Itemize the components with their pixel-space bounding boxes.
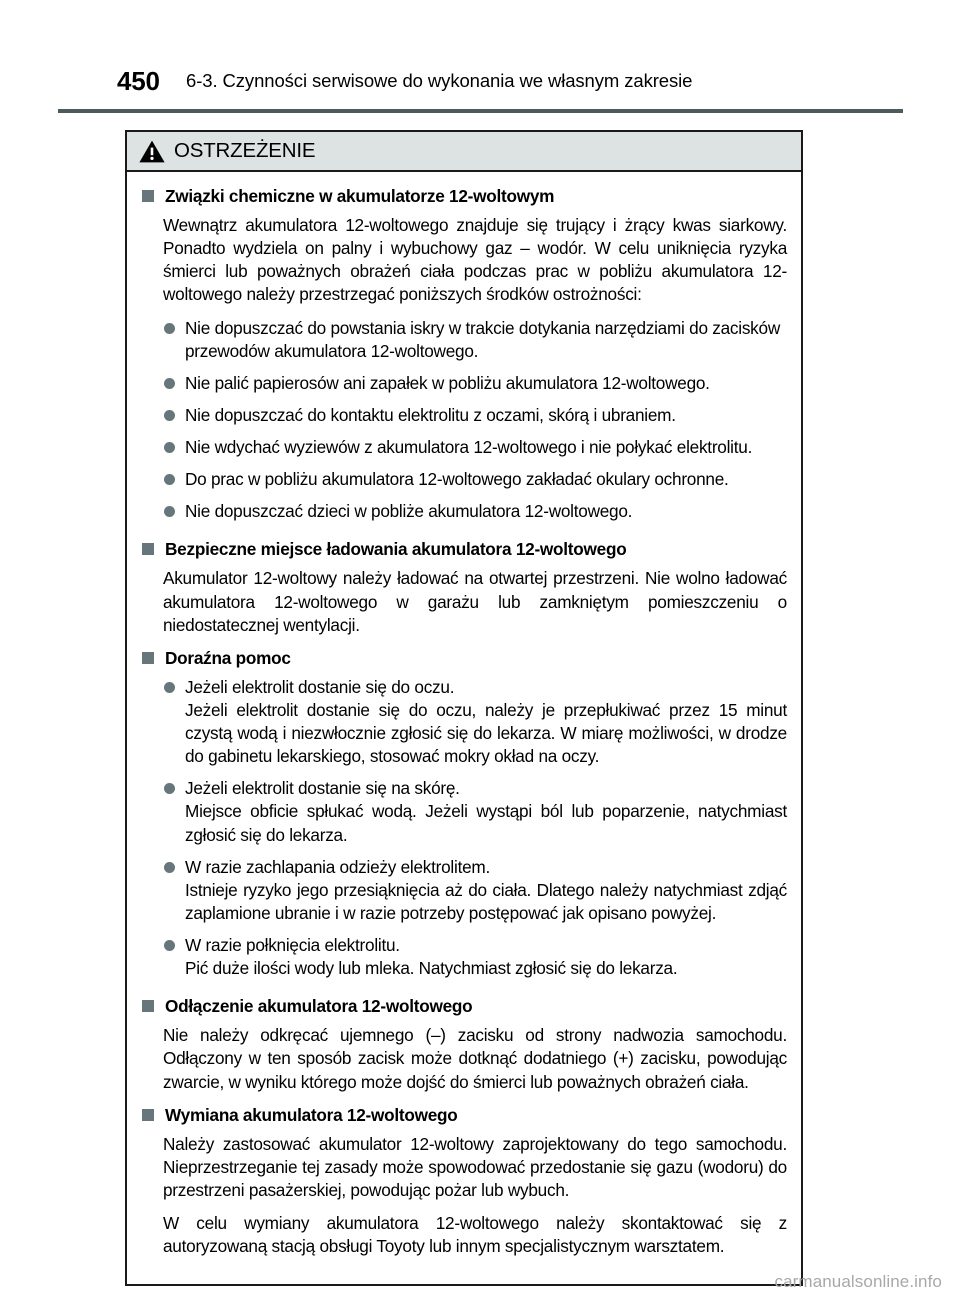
bullet-list xyxy=(141,317,787,524)
warning-header xyxy=(127,132,801,172)
round-bullet-icon xyxy=(164,323,175,334)
round-bullet-icon xyxy=(164,862,175,873)
list-item-line: Jeżeli elektrolit dostanie się do oczu, należy je przepłukiwać przez 15 minut czystą wodą i niezwłocznie zgłosić się do lekarza. W miarę możliwości, w drodze do gabinetu lekarskiego, stosować mokry okład na oczy. xyxy=(185,699,787,767)
warning-body xyxy=(127,172,801,1284)
paragraph: W celu wymiany akumulatora 12-woltowego należy skontaktować się z autoryzowaną stacją obsługi Toyoty lub innym specjalistycznym warsztatem. xyxy=(163,1213,787,1257)
page-header xyxy=(0,66,960,106)
list-item-line: Nie dopuszczać do powstania iskry w trakcie dotykania narzędziami do zacisków przewodów akumulatora 12-woltowego. xyxy=(185,317,781,361)
section-heading xyxy=(141,1104,787,1126)
list-item xyxy=(163,676,787,769)
round-bullet-icon xyxy=(164,378,175,389)
page-number: 450 xyxy=(117,66,160,96)
list-item-line: Nie dopuszczać do kontaktu elektrolitu z oczami, skórą i ubraniem. xyxy=(185,404,676,425)
round-bullet-icon xyxy=(164,783,175,794)
warning-box xyxy=(125,130,803,1286)
list-item-line: Nie wdychać wyziewów z akumulatora 12-woltowego i nie połykać elektrolitu. xyxy=(185,437,753,458)
watermark: carmanualsonline.info xyxy=(774,1272,942,1291)
section-heading-label: Doraźna pomoc xyxy=(165,647,291,668)
list-item xyxy=(163,317,787,363)
list-item-line: Jeżeli elektrolit dostanie się do oczu. xyxy=(185,676,455,697)
section-heading xyxy=(141,995,787,1017)
square-bullet-icon xyxy=(142,543,154,555)
bullet-list xyxy=(141,676,787,981)
section-heading-label: Bezpieczne miejsce ładowania akumulatora 12-woltowego xyxy=(165,539,627,560)
list-item-line: Nie dopuszczać dzieci w pobliże akumulatora 12-woltowego. xyxy=(185,501,633,522)
list-item-line: Do prac w pobliżu akumulatora 12-woltowego zakładać okulary ochronne. xyxy=(185,469,729,490)
list-item-line: W razie połknięcia elektrolitu. xyxy=(185,935,400,956)
list-item-line: Miejsce obficie spłukać wodą. Jeżeli wystąpi ból lub poparzenie, natychmiast zgłosić się do lekarza. xyxy=(185,801,787,845)
section-heading-label: Wymiana akumulatora 12-woltowego xyxy=(165,1104,458,1125)
breadcrumb: 6-3. Czynności serwisowe do wykonania we własnym zakresie xyxy=(186,70,693,91)
list-item xyxy=(163,856,787,925)
square-bullet-icon xyxy=(142,1109,154,1121)
list-item xyxy=(163,934,787,980)
square-bullet-icon xyxy=(142,652,154,664)
square-bullet-icon xyxy=(142,1000,154,1012)
list-item xyxy=(163,372,787,395)
paragraph: Akumulator 12-woltowy należy ładować na otwartej przestrzeni. Nie wolno ładować akumulatora 12-woltowego w garażu lub zamkniętym pomieszczeniu o niedostatecznej wentylacji. xyxy=(163,568,787,635)
list-item xyxy=(163,777,787,846)
list-item xyxy=(163,468,787,491)
section-heading xyxy=(141,185,787,207)
round-bullet-icon xyxy=(164,940,175,951)
list-item-line: Pić duże ilości wody lub mleka. Natychmiast zgłosić się do lekarza. xyxy=(185,958,678,979)
round-bullet-icon xyxy=(164,682,175,693)
round-bullet-icon xyxy=(164,474,175,485)
round-bullet-icon xyxy=(164,410,175,421)
list-item-line: W razie zachlapania odzieży elektrolitem. xyxy=(185,856,490,877)
warning-triangle-icon xyxy=(139,140,165,163)
list-item xyxy=(163,436,787,459)
square-bullet-icon xyxy=(142,190,154,202)
warning-title: OSTRZEŻENIE xyxy=(174,138,316,162)
paragraph: Należy zastosować akumulator 12-woltowy zaprojektowany do tego samochodu. Nieprzestrzeganie tej zasady może spowodować przedostanie się gazu (wodoru) do przestrzeni pasażerskiej, powodując pożar lub wybuch. xyxy=(163,1133,787,1200)
section-heading xyxy=(141,538,787,560)
section-heading-label: Odłączenie akumulatora 12-woltowego xyxy=(165,996,473,1017)
round-bullet-icon xyxy=(164,506,175,517)
list-item-line: Jeżeli elektrolit dostanie się na skórę. xyxy=(185,778,460,799)
paragraph: Wewnątrz akumulatora 12-woltowego znajduje się trujący i żrący kwas siarkowy. Ponadto wydziela on palny i wybuchowy gaz – wodór. W celu uniknięcia ryzyka śmierci lub poważnych obrażeń ciała podczas prac w pobliżu akumulatora 12-woltowego należy przestrzegać poniższych środków ostrożności: xyxy=(163,215,787,305)
list-item xyxy=(163,404,787,427)
paragraph: Nie należy odkręcać ujemnego (–) zacisku od strony nadwozia samochodu. Odłączony w ten sposób zacisk może dotknąć dodatniego (+) zacisku, powodując zwarcie, w wyniku którego może dojść do śmierci lub poważnych obrażeń ciała. xyxy=(163,1025,787,1092)
round-bullet-icon xyxy=(164,442,175,453)
list-item xyxy=(163,500,787,523)
header-divider xyxy=(58,109,903,113)
list-item-line: Istnieje ryzyko jego przesiąknięcia aż do ciała. Dlatego należy natychmiast zdjąć zaplamione ubranie i w razie potrzeby postępować jak opisano powyżej. xyxy=(185,879,787,923)
section-heading xyxy=(141,647,787,669)
section-heading-label: Związki chemiczne w akumulatorze 12-woltowym xyxy=(165,186,555,206)
list-item-line: Nie palić papierosów ani zapałek w pobliżu akumulatora 12-woltowego. xyxy=(185,372,710,393)
